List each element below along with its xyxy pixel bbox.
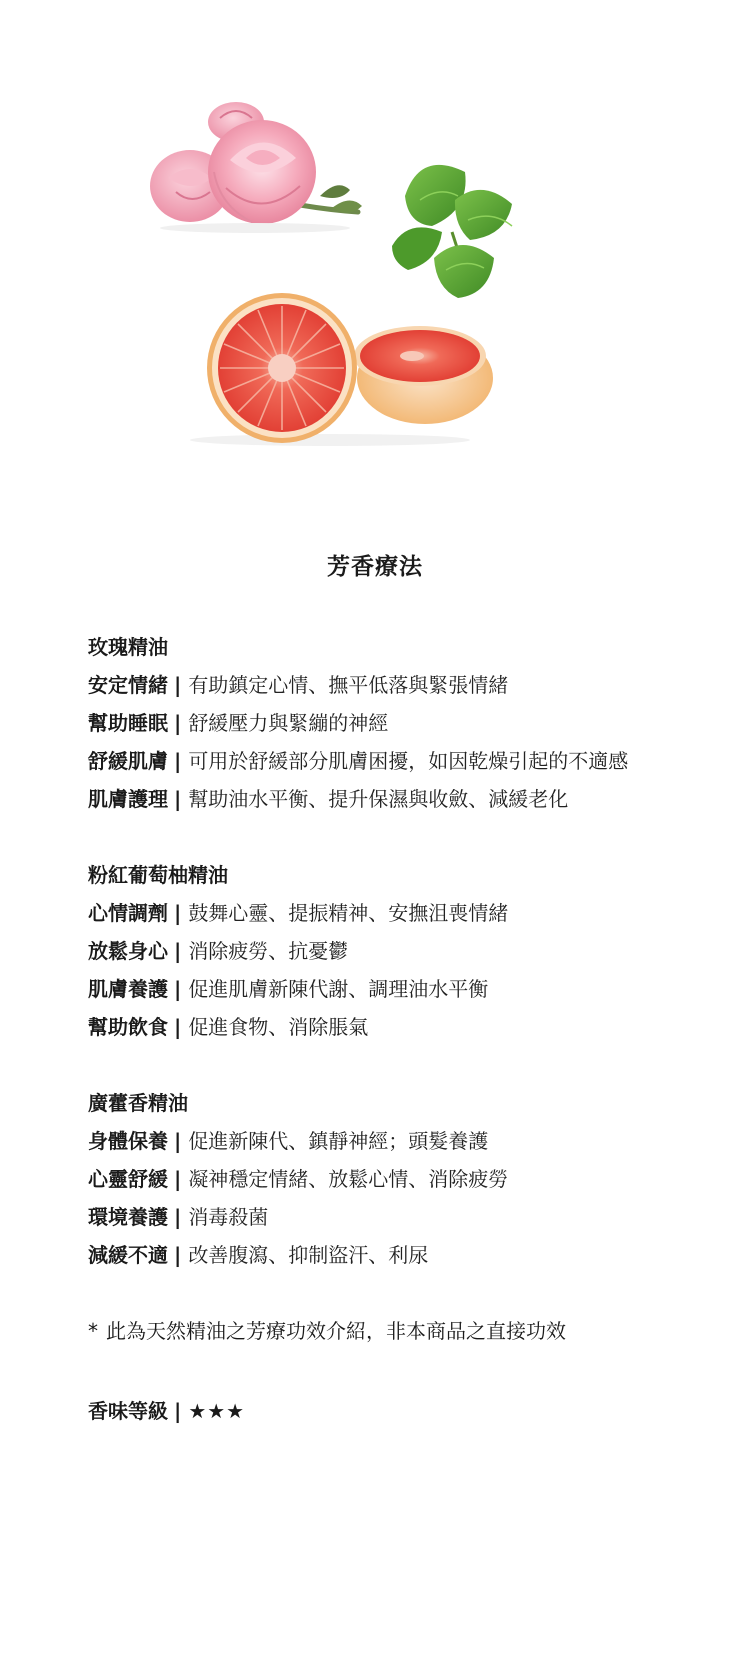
separator: | [174,939,182,963]
separator: | [174,1205,182,1229]
benefit-key: 肌膚養護 [88,977,168,1001]
benefit-value: 舒緩壓力與緊繃的神經 [188,711,389,735]
patchouli-leaf-image [392,165,512,298]
section-grapefruit-oil [88,856,708,1046]
scent-rating [88,1392,708,1430]
disclaimer-note [88,1312,708,1350]
benefit-row [88,742,708,780]
benefit-row [88,970,708,1008]
benefit-value: 可用於舒緩部分肌膚困擾，如因乾燥引起的不適感 [188,749,629,773]
benefit-key: 心情調劑 [88,901,168,925]
grapefruit-image [190,293,493,446]
asterisk-icon: * [88,1319,98,1343]
rating-label: 香味等級 [88,1399,168,1423]
benefit-value: 有助鎮定心情、撫平低落與緊張情緒 [188,673,509,697]
benefit-row [88,780,708,818]
benefit-row [88,1236,708,1274]
section-title: 廣藿香精油 [88,1091,188,1115]
rose-image [150,102,362,233]
section-title: 玫瑰精油 [88,635,168,659]
benefit-row [88,1122,708,1160]
benefit-row [88,666,708,704]
separator: | [174,711,182,735]
separator: | [174,977,182,1001]
benefit-value: 促進肌膚新陳代謝、調理油水平衡 [188,977,489,1001]
separator: | [174,787,182,811]
separator: | [174,673,182,697]
hero-illustration [0,0,750,480]
separator: | [174,1399,182,1423]
benefit-value: 凝神穩定情緒、放鬆心情、消除疲勞 [188,1167,509,1191]
benefit-key: 安定情緒 [88,673,168,697]
separator: | [174,1167,182,1191]
benefit-value: 改善腹瀉、抑制盜汗、利尿 [188,1243,429,1267]
benefit-value: 幫助油水平衡、提升保濕與收斂、減緩老化 [188,787,569,811]
benefit-key: 舒緩肌膚 [88,749,168,773]
page-title: 芳香療法 [327,554,423,580]
benefit-key: 身體保養 [88,1129,168,1153]
separator: | [174,1015,182,1039]
benefit-key: 幫助飲食 [88,1015,168,1039]
section-title: 粉紅葡萄柚精油 [88,863,228,887]
benefit-row [88,1198,708,1236]
benefit-value: 消毒殺菌 [188,1205,269,1229]
aromatherapy-content [88,628,708,1430]
benefit-value: 消除疲勞、抗憂鬱 [188,939,349,963]
separator: | [174,1129,182,1153]
star-rating-icon: ★★★ [188,1399,246,1423]
benefit-key: 心靈舒緩 [88,1167,168,1191]
benefit-value: 促進新陳代、鎮靜神經；頭髮養護 [188,1129,489,1153]
benefit-row [88,932,708,970]
benefit-value: 鼓舞心靈、提振精神、安撫沮喪情緒 [188,901,509,925]
separator: | [174,749,182,773]
benefit-key: 放鬆身心 [88,939,168,963]
benefit-row [88,1008,708,1046]
benefit-value: 促進食物、消除脹氣 [188,1015,369,1039]
benefit-row [88,894,708,932]
benefit-row [88,704,708,742]
separator: | [174,1243,182,1267]
section-patchouli-oil [88,1084,708,1274]
separator: | [174,901,182,925]
disclaimer-text: 此為天然精油之芳療功效介紹，非本商品之直接功效 [106,1319,566,1343]
benefit-row [88,1160,708,1198]
benefit-key: 肌膚護理 [88,787,168,811]
benefit-key: 幫助睡眠 [88,711,168,735]
section-rose-oil [88,628,708,818]
benefit-key: 減緩不適 [88,1243,168,1267]
benefit-key: 環境養護 [88,1205,168,1229]
